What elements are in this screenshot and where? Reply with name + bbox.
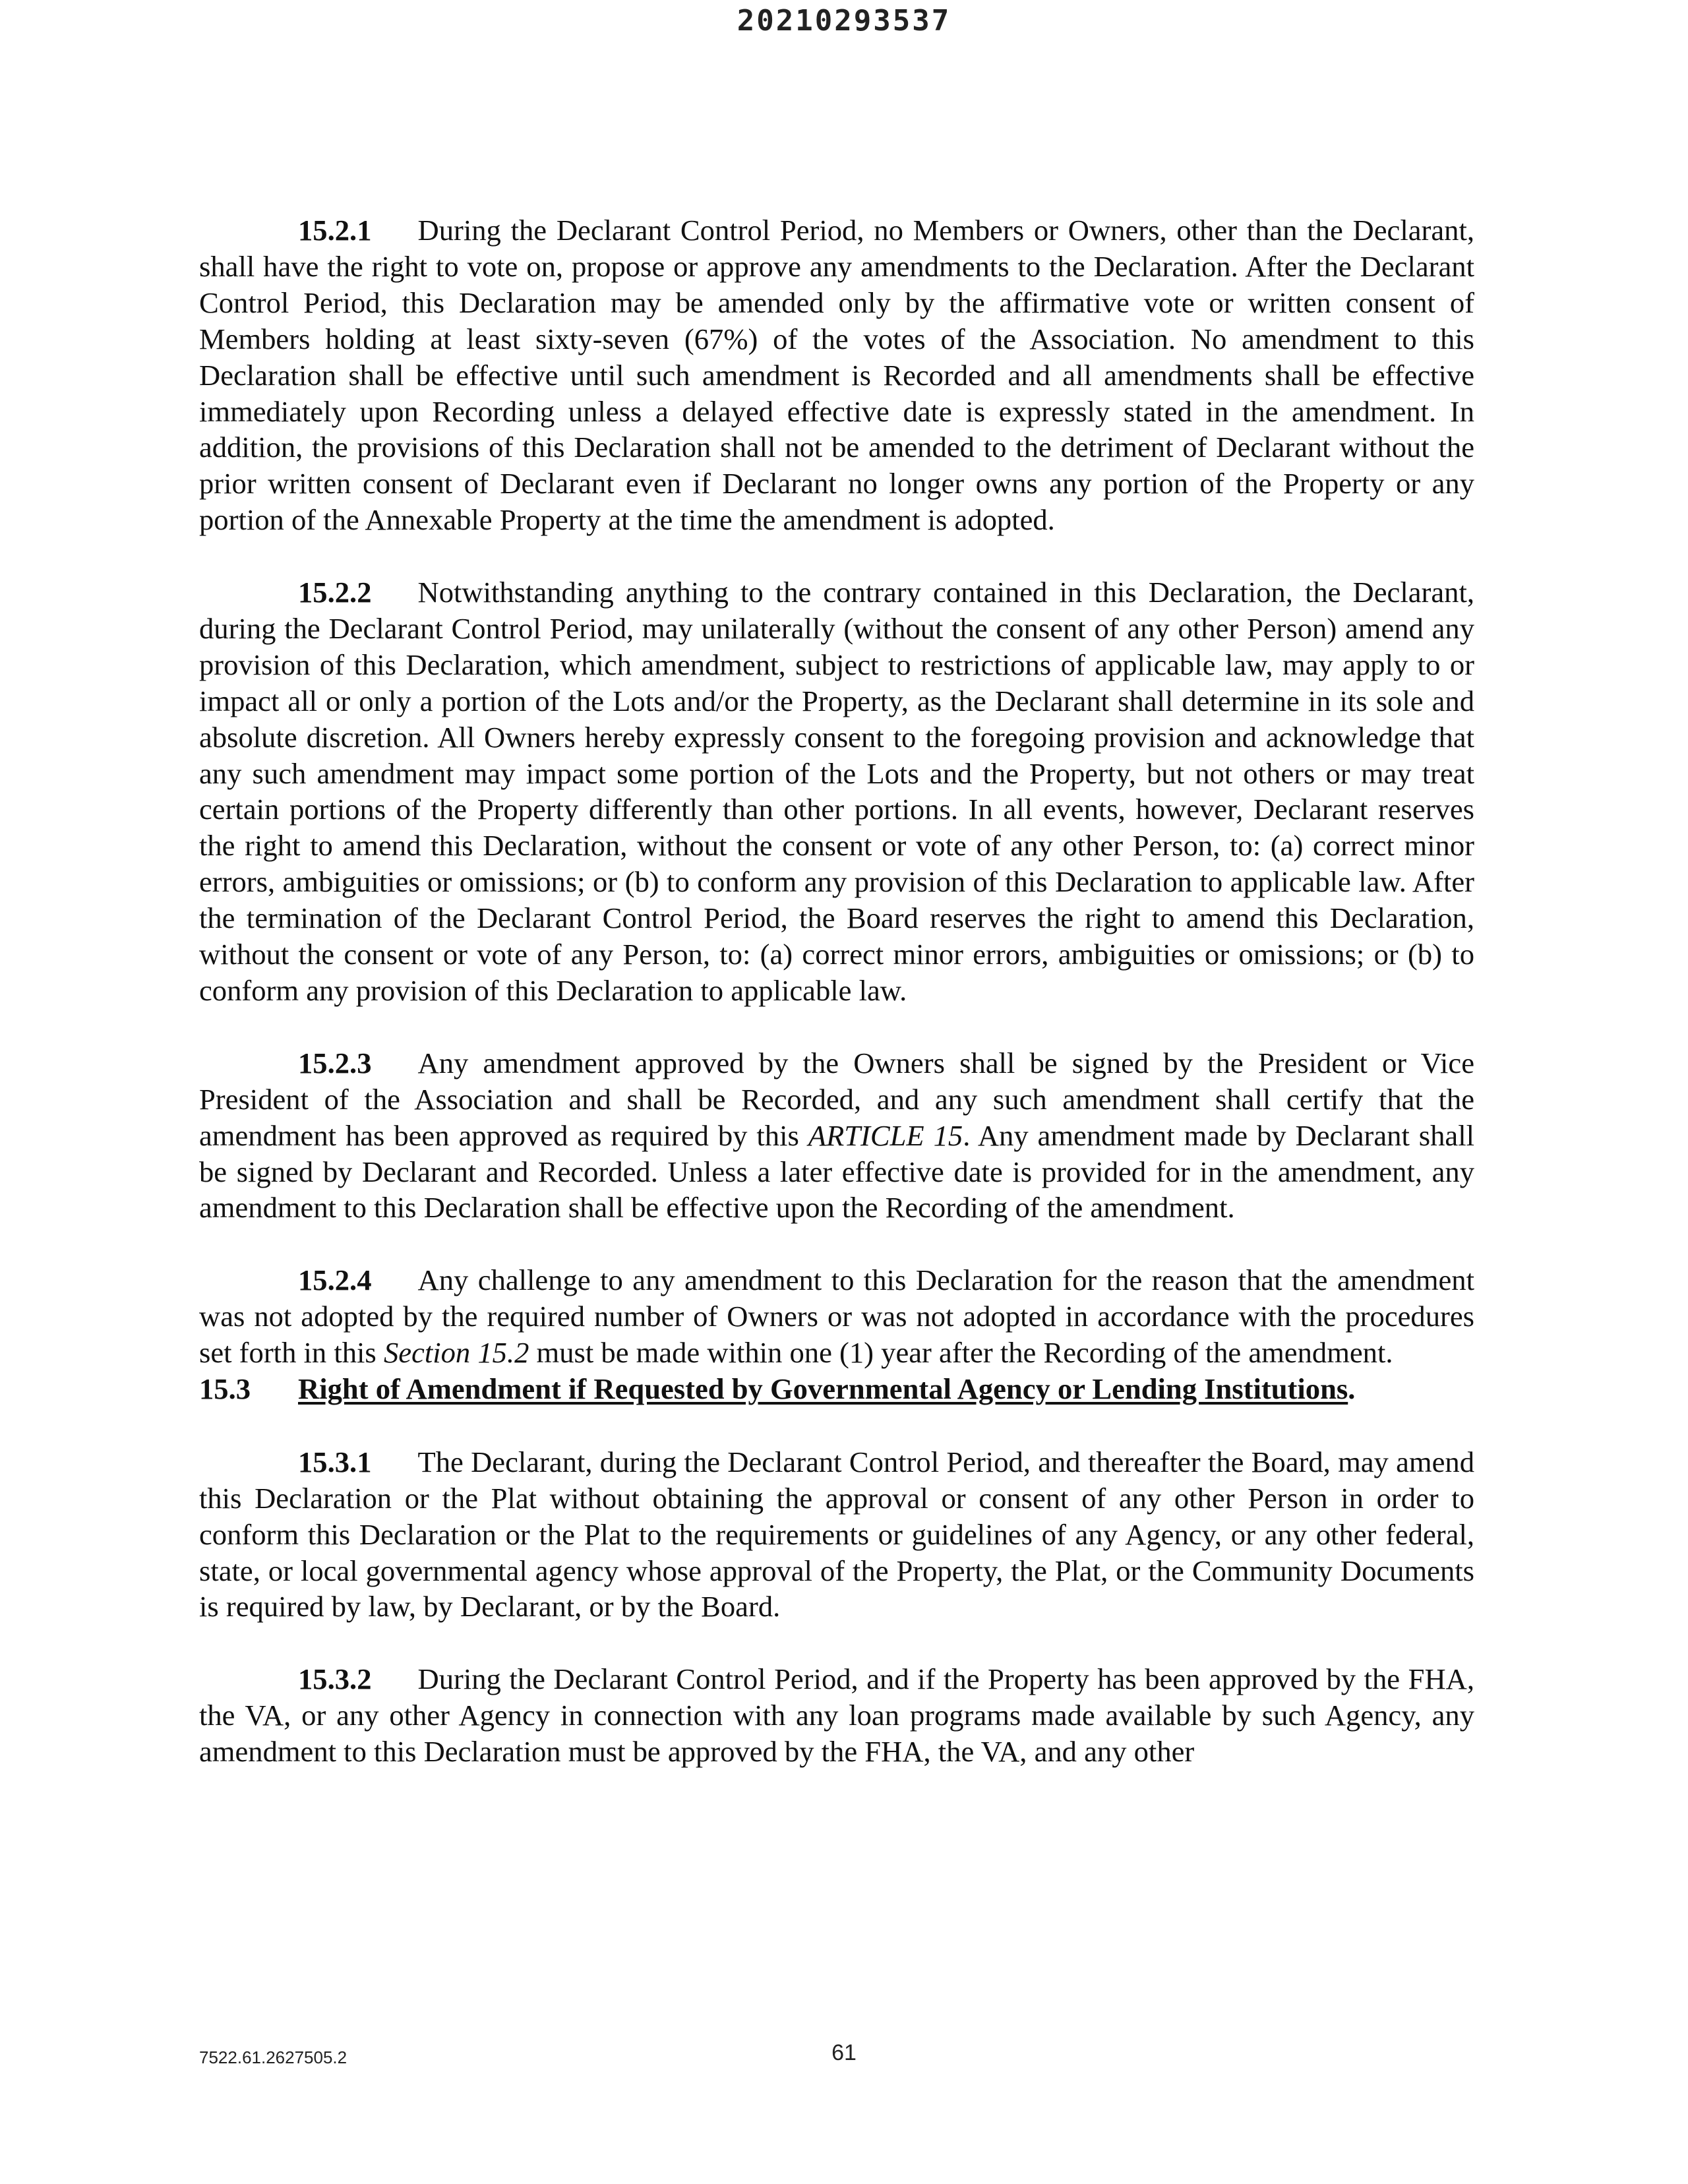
section-number: 15.2.1	[298, 214, 372, 247]
document-body	[199, 212, 1474, 1770]
section-text-continued: . Any amendment made by Declarant shall be signed by Declarant and Recorded. Unless a later effective date is provided for in the amendment, any amendment to this Declaration shall be effective upon the Recording of the amendment.	[199, 1118, 1474, 1225]
section-text-continued: must be made within one (1) year after the Recording of the amendment.	[529, 1336, 1393, 1370]
section-15-2-2	[199, 574, 1474, 1009]
section-number: 15.2.4	[298, 1263, 372, 1297]
section-15-3-2	[199, 1661, 1474, 1770]
section-text: During the Declarant Control Period, no Members or Owners, other than the Declarant, shall have the right to vote on, propose or approve any amendments to the Declaration. After the Declarant Control Period, this Declaration may be amended only by the affirmative vote or written consent of Members holding at least sixty-seven (67%) of the votes of the Association. No amendment to this Declaration shall be effective until such amendment is Recorded and all amendments shall be effective immediately upon Recording unless a delayed effective date is expressly stated in the amendment. In addition, the provisions of this Declaration shall not be amended to the detriment of Declarant without the prior written consent of Declarant even if Declarant no longer owns any portion of the Property or any portion of the Annexable Property at the time the amendment is adopted.	[199, 214, 1474, 537]
section-15-2-1	[199, 212, 1474, 538]
section-reference: Section 15.2	[383, 1336, 529, 1370]
section-text: Any amendment approved by the Owners shall be signed by the President or Vice President of the Association and shall be Recorded, and any such amendment shall certify that the amendment has been approved as required by this	[199, 1046, 1474, 1152]
heading-period: .	[1348, 1372, 1356, 1405]
section-text: Any challenge to any amendment to this Declaration for the reason that the amendment was not adopted by the required number of Owners or was not adopted in accordance with the procedures set forth in this	[199, 1263, 1474, 1370]
section-number: 15.2.3	[298, 1046, 372, 1079]
article-reference: ARTICLE 15	[808, 1118, 963, 1152]
section-number: 15.2.2	[298, 576, 372, 609]
heading-title: Right of Amendment if Requested by Governmental Agency or Lending Institutions	[298, 1372, 1348, 1405]
section-text: Notwithstanding anything to the contrary contained in this Declaration, the Declarant, during the Declarant Control Period, may unilaterally (without the consent of any other Person) amend any provision of this Declaration, which amendment, subject to restrictions of applicable law, may apply to or impact all or only a portion of the Lots and/or the Property, as the Declarant shall determine in its sole and absolute discretion. All Owners hereby expressly consent to the foregoing provision and acknowledge that any such amendment may impact some portion of the Lots and the Property, but not others or may treat certain portions of the Property differently than other portions. In all events, however, Declarant reserves the right to amend this Declaration, without the consent or vote of any other Person, to: (a) correct minor errors, ambiguities or omissions; or (b) to conform any provision of this Declaration to applicable law. After the termination of the Declarant Control Period, the Board reserves the right to amend this Declaration, without the consent or vote of any Person, to: (a) correct minor errors, ambiguities or omissions; or (b) to conform any provision of this Declaration to applicable law.	[199, 576, 1474, 1008]
section-15-3-1	[199, 1444, 1474, 1625]
section-number: 15.3.2	[298, 1662, 372, 1696]
section-text: During the Declarant Control Period, and if the Property has been approved by the FHA, the VA, or any other Agency in connection with any loan programs made available by such Agency, any amendment to this Declaration must be approved by the FHA, the VA, and any other	[199, 1662, 1474, 1769]
section-heading-15-3	[199, 1371, 1474, 1407]
section-15-2-4	[199, 1262, 1474, 1371]
section-text: The Declarant, during the Declarant Control Period, and thereafter the Board, may amend this Declaration or the Plat without obtaining the approval or consent of any other Person in order to conform this Declaration or the Plat to the requirements or guidelines of any Agency, or any other federal, state, or local governmental agency whose approval of the Property, the Plat, or the Community Documents is required by law, by Declarant, or by the Board.	[199, 1445, 1474, 1623]
footer-document-id: 7522.61.2627505.2	[199, 2048, 347, 2067]
heading-number: 15.3	[199, 1372, 251, 1405]
page-number: 61	[831, 2040, 857, 2065]
section-number: 15.3.1	[298, 1445, 372, 1478]
section-15-2-3	[199, 1045, 1474, 1227]
recording-number: 20210293537	[737, 4, 951, 38]
